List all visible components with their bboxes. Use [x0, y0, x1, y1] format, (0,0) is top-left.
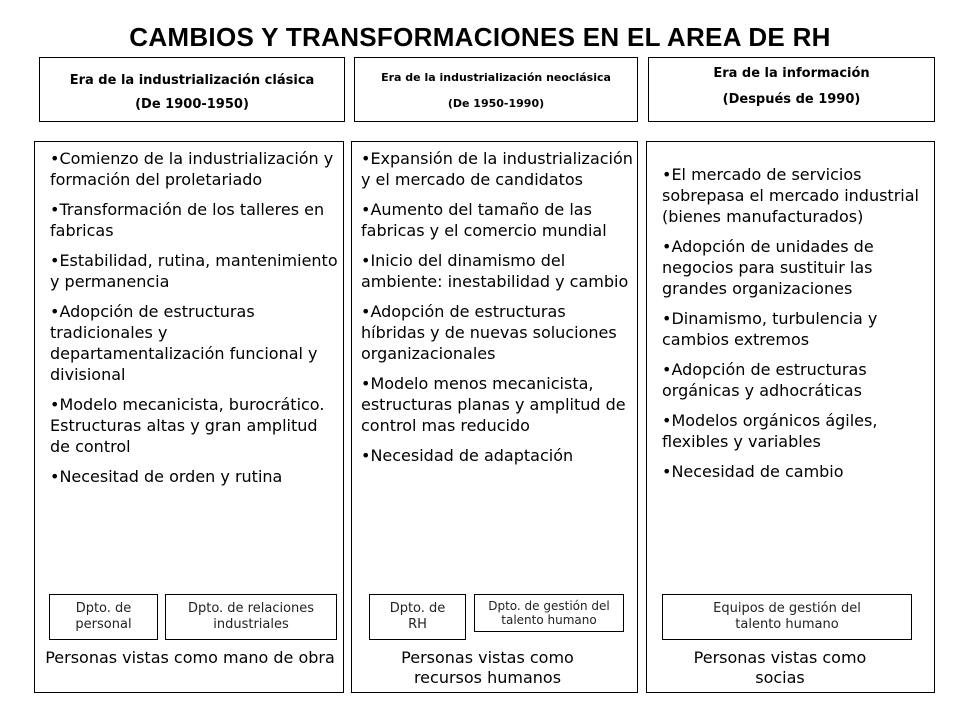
era-header-information — [648, 57, 935, 122]
list-item: •Adopción de unidades de negocios para sustituir las grandes organizaciones — [662, 237, 874, 298]
list-item: •Modelo menos mecanicista, estructuras planas y amplitud de control mas reducido — [361, 374, 626, 435]
era-dates: (Después de 1990) — [722, 92, 861, 107]
list-item: •Necesidad de cambio — [662, 462, 844, 481]
department-box: Equipos de gestión del talento humano — [662, 594, 912, 640]
list-item: •Necesitad de orden y rutina — [50, 467, 283, 486]
era-header-neoclassic — [354, 57, 638, 122]
department-box: Dpto. de personal — [49, 594, 158, 640]
department-box: Dpto. de relaciones industriales — [165, 594, 337, 640]
list-item: •Necesidad de adaptación — [361, 446, 574, 465]
era-characteristics-list — [662, 164, 930, 491]
list-item: •Expansión de la industrialización y el mercado de candidatos — [361, 149, 633, 189]
list-item: •Comienzo de la industrialización y formación del proletariado — [50, 149, 334, 189]
era-dates: (De 1950-1990) — [447, 97, 545, 110]
list-item: •Estabilidad, rutina, mantenimiento y permanencia — [50, 251, 338, 291]
list-item: •Inicio del dinamismo del ambiente: inestabilidad y cambio — [361, 251, 629, 291]
list-item: •Dinamismo, turbulencia y cambios extremos — [662, 309, 878, 349]
era-name: Era de la industrialización clásica — [69, 73, 315, 88]
people-view-label: Personas vistas como recursos humanos — [401, 648, 574, 687]
era-name: Era de la información — [713, 66, 870, 81]
era-header-classic — [39, 57, 345, 122]
era-dates: (De 1900-1950) — [135, 97, 249, 112]
people-view-label: Personas vistas como socias — [693, 648, 867, 687]
diagram-title: CAMBIOS Y TRANSFORMACIONES EN EL AREA DE RH — [129, 22, 831, 52]
department-box: Dpto. de RH — [369, 594, 466, 640]
list-item: •Adopción de estructuras orgánicas y adhocráticas — [662, 360, 867, 400]
list-item: •Modelos orgánicos ágiles, flexibles y variables — [662, 411, 878, 451]
list-item: •El mercado de servicios sobrepasa el mercado industrial (bienes manufacturados) — [662, 165, 919, 226]
list-item: •Aumento del tamaño de las fabricas y el comercio mundial — [361, 200, 607, 240]
department-box: Dpto. de gestión del talento humano — [474, 594, 624, 632]
era-characteristics-list — [50, 148, 338, 496]
list-item: •Adopción de estructuras híbridas y de nuevas soluciones organizacionales — [361, 302, 617, 363]
people-view-label: Personas vistas como mano de obra — [45, 648, 335, 667]
list-item: •Modelo mecanicista, burocrático. Estructuras altas y gran amplitud de control — [50, 395, 325, 456]
era-characteristics-list — [361, 148, 633, 475]
list-item: •Adopción de estructuras tradicionales y departamentalización funcional y divisional — [50, 302, 318, 384]
era-name: Era de la industrialización neoclásica — [381, 71, 611, 84]
list-item: •Transformación de los talleres en fabricas — [50, 200, 325, 240]
